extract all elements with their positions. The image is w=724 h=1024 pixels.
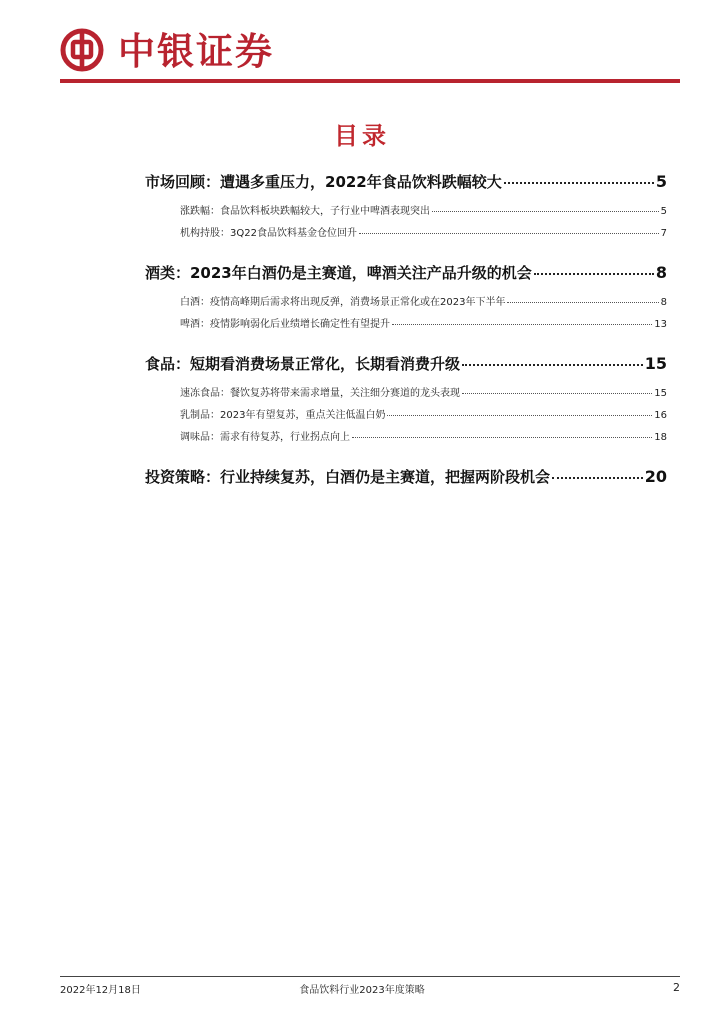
toc-entry-title: 机构持股：3Q22食品饮料基金仓位回升 [180,228,357,239]
toc-entry-title: 调味品：需求有待复苏，行业拐点向上 [180,432,350,443]
toc-entry-title: 白酒：疫情高峰期后需求将出现反弹，消费场景正常化或在2023年下半年 [180,297,506,308]
toc-entry-title: 食品：短期看消费场景正常化，长期看消费升级 [145,355,461,373]
toc-entry-title: 投资策略：行业持续复苏，白酒仍是主赛道，把握两阶段机会 [145,468,551,486]
toc-entry-page: 8 [655,263,667,282]
dot-leader [462,393,652,394]
toc-section [145,463,667,491]
dot-leader [387,415,652,416]
toc-entry-title: 涨跌幅：食品饮料板块跌幅较大，子行业中啤酒表现突出 [180,206,430,217]
footer-date: 2022年12月18日 [60,985,141,996]
footer-divider [60,976,680,977]
toc-subsection-link[interactable] [145,201,667,223]
dot-leader [432,211,659,212]
toc-entry-page: 18 [654,432,667,443]
dot-leader [352,437,652,438]
toc-entry-page: 5 [655,172,667,191]
toc-subsection-link[interactable] [145,292,667,314]
toc-section [145,259,667,336]
report-header [60,25,680,79]
toc-chapter-link[interactable] [145,350,667,378]
toc-chapter-link[interactable] [145,463,667,491]
toc-section [145,350,667,449]
toc-entry-title: 乳制品：2023年有望复苏，重点关注低温白奶 [180,410,386,421]
toc-chapter-link[interactable] [145,259,667,287]
toc-entry-page: 7 [660,228,667,239]
brand-name: 中银证券 [118,29,274,73]
table-of-contents [145,168,667,505]
toc-entry-page: 15 [644,354,667,373]
dot-leader [552,477,643,479]
toc-entry-page: 15 [654,388,667,399]
dot-leader [392,324,652,325]
toc-entry-title: 市场回顾：遭遇多重压力，2022年食品饮料跌幅较大 [145,173,502,191]
toc-subsection-link[interactable] [145,223,667,245]
toc-section [145,168,667,245]
toc-subsection-link[interactable] [145,314,667,336]
toc-entry-page: 13 [654,319,667,330]
toc-entry-page: 8 [660,297,667,308]
toc-entry-title: 酒类：2023年白酒仍是主赛道，啤酒关注产品升级的机会 [145,264,532,282]
toc-entry-page: 5 [660,206,667,217]
toc-entry-page: 16 [654,410,667,421]
toc-entry-page: 20 [644,467,667,486]
header-divider [60,79,680,83]
dot-leader [359,233,659,234]
page-number: 2 [673,981,680,994]
toc-entry-title: 啤酒：疫情影响弱化后业绩增长确定性有望提升 [180,319,390,330]
dot-leader [507,302,658,303]
dot-leader [534,273,654,275]
toc-subsection-link[interactable] [145,405,667,427]
toc-chapter-link[interactable] [145,168,667,196]
toc-title: 目录 [334,121,390,150]
dot-leader [504,182,654,184]
bank-of-china-logo-icon [60,28,104,72]
footer-report-title: 食品饮料行业2023年度策略 [299,985,425,996]
toc-subsection-link[interactable] [145,383,667,405]
toc-subsection-link[interactable] [145,427,667,449]
toc-entry-title: 速冻食品：餐饮复苏将带来需求增量，关注细分赛道的龙头表现 [180,388,460,399]
dot-leader [462,364,643,366]
